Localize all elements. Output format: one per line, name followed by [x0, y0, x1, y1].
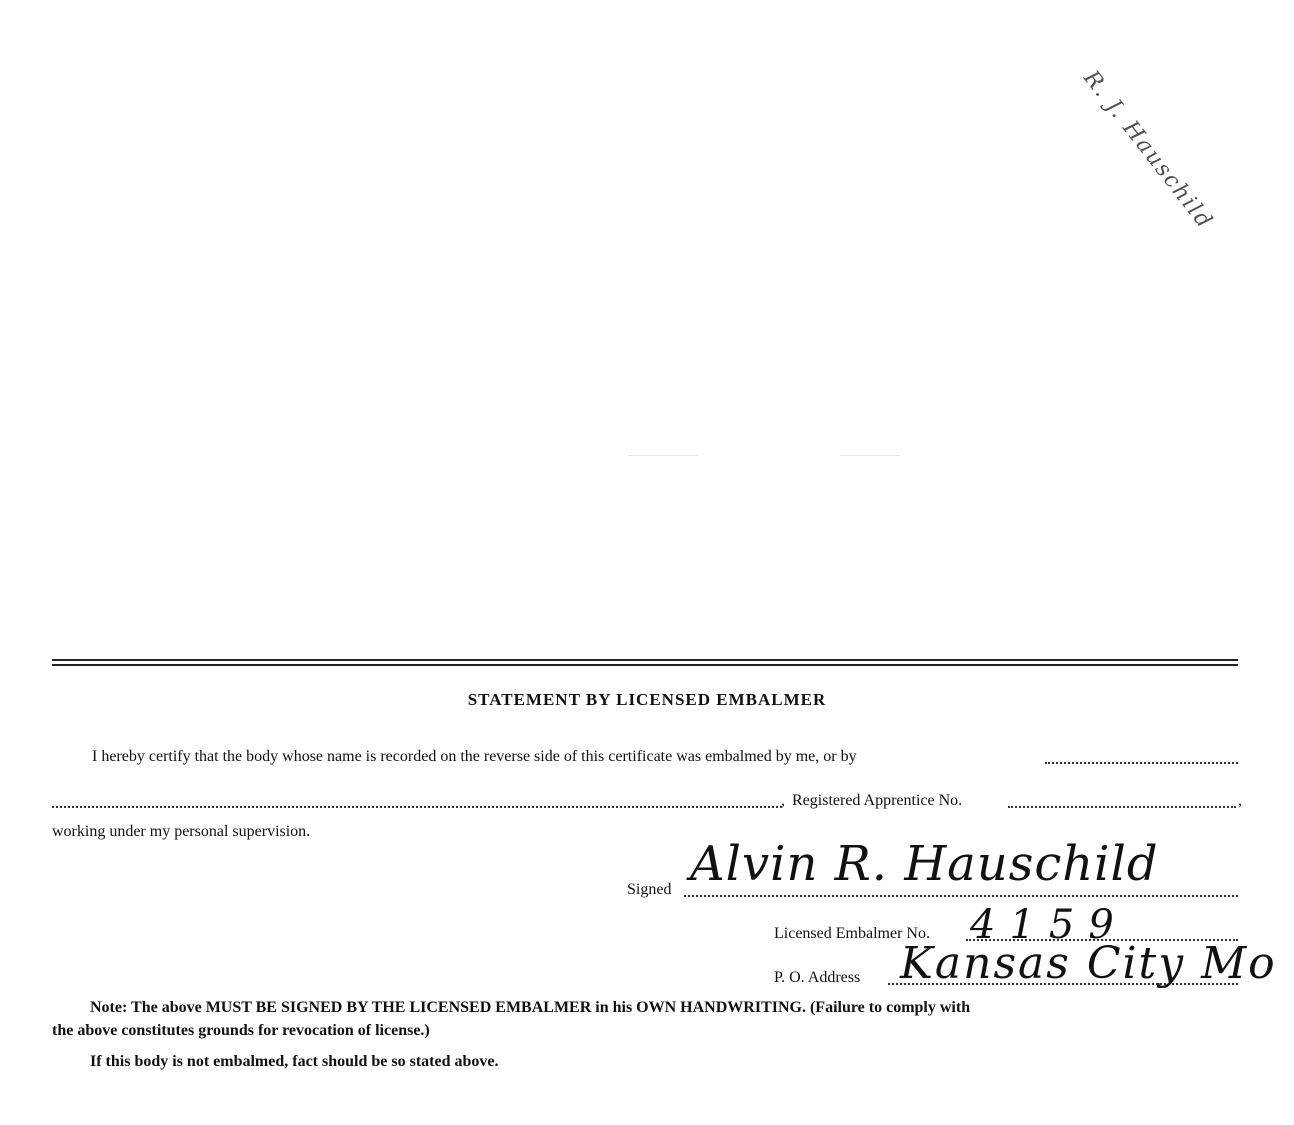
margin-note-text: R. J. Hauschild: [1078, 66, 1218, 235]
apprentice-label: Registered Apprentice No.: [792, 792, 963, 809]
apprentice-number-blank[interactable]: [1008, 806, 1236, 808]
supervision-text: working under my personal supervision.: [52, 823, 311, 840]
separator-comma: ,: [1238, 792, 1242, 809]
note-line-3: If this body is not embalmed, fact should be so stated above.: [90, 1053, 499, 1070]
section-divider: [52, 659, 1238, 667]
note-line-2: the above constitutes grounds for revocation of license.): [52, 1022, 430, 1039]
signed-label: Signed: [627, 881, 672, 898]
section-title: STATEMENT BY LICENSED EMBALMER: [467, 690, 827, 709]
handwritten-margin-note: [1078, 66, 1218, 235]
separator-comma: ,: [781, 792, 785, 809]
embalmer-signature: Alvin R. Hauschild: [690, 836, 1159, 892]
signature-blank[interactable]: [684, 895, 1238, 897]
po-address-value: Kansas City Mo: [900, 938, 1277, 989]
embalmer-name-blank[interactable]: [1045, 762, 1238, 764]
apprentice-name-blank[interactable]: [52, 806, 782, 808]
license-number-label: Licensed Embalmer No.: [774, 925, 930, 942]
certify-statement: I hereby certify that the body whose name is recorded on the reverse side of this certificate was embalmed by me, or by: [92, 748, 857, 765]
scan-mark: [840, 455, 900, 456]
scan-mark: [628, 455, 698, 456]
license-number-value: 4159: [970, 902, 1128, 948]
po-address-label: P. O. Address: [774, 969, 861, 986]
note-line-1: Note: The above MUST BE SIGNED BY THE LICENSED EMBALMER in his OWN HANDWRITING. (Failure to comply with: [90, 999, 971, 1016]
